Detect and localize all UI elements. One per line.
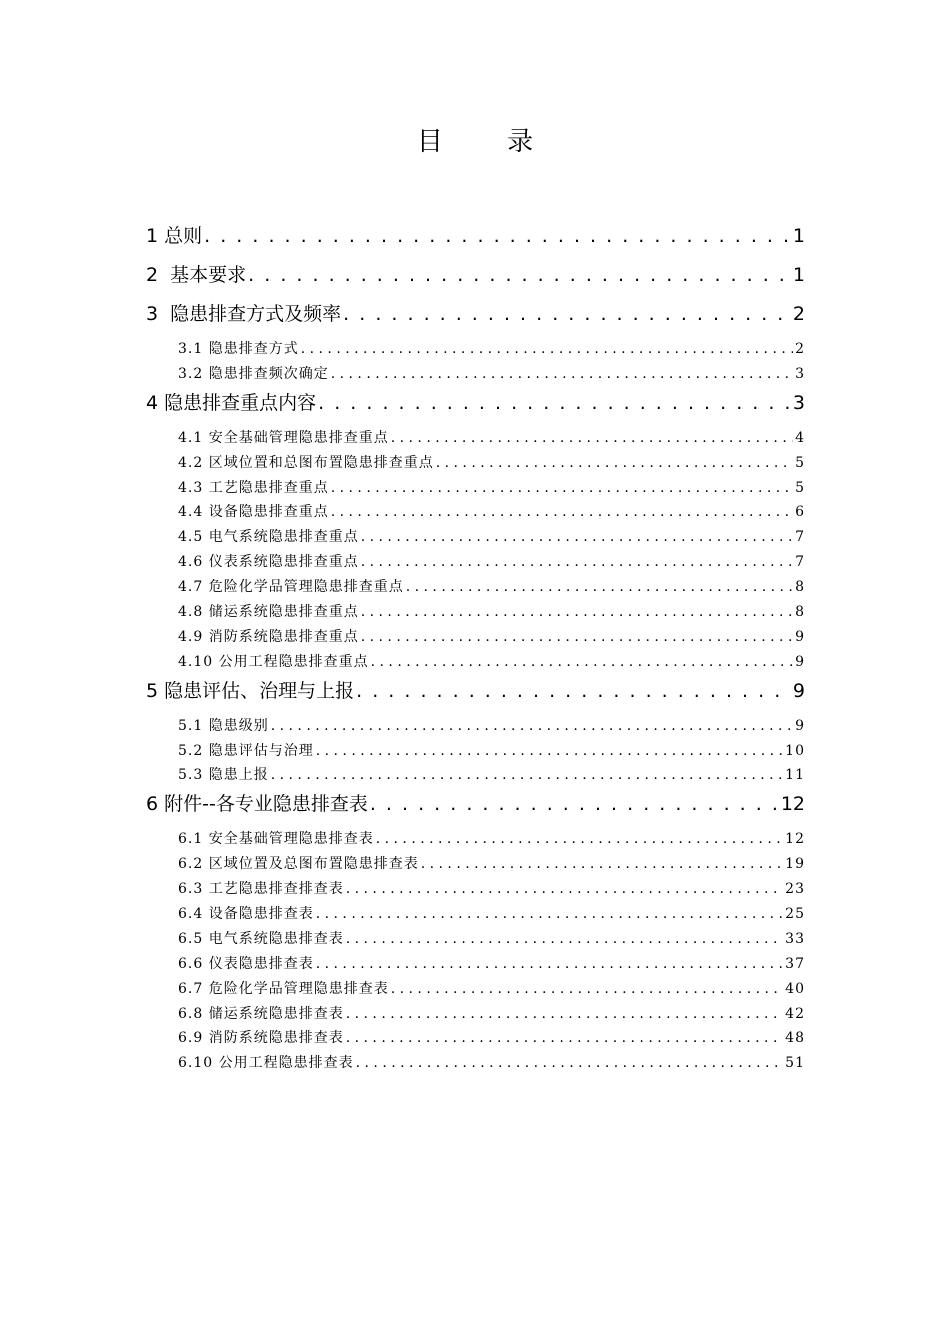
toc-entry-label: 4.4 设备隐患排查重点 xyxy=(178,504,329,521)
dot-leader xyxy=(331,478,793,498)
toc-list xyxy=(0,222,950,1078)
dot-leader xyxy=(248,261,791,289)
toc-entry-page: 5 xyxy=(795,454,805,471)
toc-entry-page: 11 xyxy=(785,767,805,784)
toc-subentry[interactable] xyxy=(0,552,950,577)
toc-entry-page: 7 xyxy=(795,529,805,546)
toc-entry-page: 19 xyxy=(785,856,805,873)
toc-entry-label: 4.8 储运系统隐患排查重点 xyxy=(178,604,359,621)
toc-entry-page: 42 xyxy=(785,1005,805,1022)
dot-leader xyxy=(376,829,783,849)
toc-subentry[interactable] xyxy=(0,829,950,854)
toc-entry-page: 48 xyxy=(785,1030,805,1047)
toc-entry-page: 9 xyxy=(795,653,805,670)
toc-subentry[interactable] xyxy=(0,765,950,790)
toc-entry-label: 6.3 工艺隐患排查排查表 xyxy=(178,881,344,898)
toc-entry-page: 40 xyxy=(785,980,805,997)
toc-entry-label: 5.1 隐患级别 xyxy=(178,717,269,734)
toc-subentry[interactable] xyxy=(0,428,950,453)
toc-entry-label: 3 隐患排查方式及频率 xyxy=(146,303,342,325)
toc-entry-page: 9 xyxy=(795,628,805,645)
toc-entry-label: 5.3 隐患上报 xyxy=(178,767,269,784)
dot-leader xyxy=(316,741,783,761)
toc-entry-label: 6.10 公用工程隐患排查表 xyxy=(178,1055,354,1072)
toc-subentry[interactable] xyxy=(0,1004,950,1029)
dot-leader xyxy=(346,1004,783,1024)
toc-entry-page: 23 xyxy=(785,881,805,898)
toc-subentry[interactable] xyxy=(0,1053,950,1078)
dot-leader xyxy=(361,627,793,647)
dot-leader xyxy=(346,1028,783,1048)
toc-subentry[interactable] xyxy=(0,929,950,954)
toc-entry-label: 4.7 危险化学品管理隐患排查重点 xyxy=(178,579,404,596)
toc-subentry[interactable] xyxy=(0,1028,950,1053)
dot-leader xyxy=(391,979,783,999)
toc-subentry[interactable] xyxy=(0,453,950,478)
dot-leader xyxy=(436,453,793,473)
toc-subentry[interactable] xyxy=(0,954,950,979)
dot-leader xyxy=(371,652,793,672)
dot-leader xyxy=(361,602,793,622)
toc-entry-label: 2 基本要求 xyxy=(146,264,247,286)
dot-leader xyxy=(391,428,793,448)
toc-entry-label: 3.1 隐患排查方式 xyxy=(178,341,299,357)
toc-entry-page: 6 xyxy=(795,504,805,521)
toc-entry-label: 3.2 隐患排查频次确定 xyxy=(178,365,329,382)
toc-subentry[interactable] xyxy=(0,339,950,364)
toc-entry-page: 37 xyxy=(785,955,805,972)
toc-entry[interactable] xyxy=(0,261,950,300)
toc-entry-label: 6.4 设备隐患排查表 xyxy=(178,906,314,923)
dot-leader xyxy=(370,790,779,818)
toc-entry[interactable] xyxy=(0,677,950,716)
toc-entry-label: 6.1 安全基础管理隐患排查表 xyxy=(178,831,374,848)
dot-leader xyxy=(361,552,793,572)
toc-entry-page: 2 xyxy=(795,341,805,357)
dot-leader xyxy=(331,502,793,522)
toc-subentry[interactable] xyxy=(0,716,950,741)
dot-leader xyxy=(301,339,793,359)
toc-entry-page: 25 xyxy=(785,906,805,923)
toc-subentry[interactable] xyxy=(0,502,950,527)
toc-entry-label: 4.10 公用工程隐患排查重点 xyxy=(178,653,369,670)
dot-leader xyxy=(406,577,793,597)
toc-entry-page: 4 xyxy=(795,429,805,446)
toc-subentry[interactable] xyxy=(0,364,950,389)
toc-entry-page: 12 xyxy=(785,831,805,848)
toc-subentry[interactable] xyxy=(0,879,950,904)
toc-entry-label: 4.6 仪表系统隐患排查重点 xyxy=(178,554,359,571)
dot-leader xyxy=(331,364,793,384)
dot-leader xyxy=(316,904,783,924)
dot-leader xyxy=(346,879,783,899)
toc-entry-page: 9 xyxy=(795,717,805,734)
toc-subentry[interactable] xyxy=(0,652,950,677)
toc-entry-page: 7 xyxy=(795,554,805,571)
dot-leader xyxy=(316,954,783,974)
dot-leader xyxy=(271,765,783,785)
toc-entry-page: 3 xyxy=(795,365,805,382)
dot-leader xyxy=(271,716,793,736)
toc-entry[interactable] xyxy=(0,790,950,829)
toc-subentry[interactable] xyxy=(0,904,950,929)
toc-entry-page: 1 xyxy=(792,225,805,247)
toc-entry-label: 6 附件--各专业隐患排查表 xyxy=(146,793,368,816)
toc-entry-page: 10 xyxy=(785,742,805,759)
toc-entry-label: 5.2 隐患评估与治理 xyxy=(178,742,314,759)
toc-subentry[interactable] xyxy=(0,741,950,766)
toc-entry-page: 9 xyxy=(792,679,805,702)
toc-subentry[interactable] xyxy=(0,979,950,1004)
toc-subentry[interactable] xyxy=(0,577,950,602)
toc-entry-page: 8 xyxy=(795,579,805,596)
toc-subentry[interactable] xyxy=(0,854,950,879)
dot-leader xyxy=(343,300,791,328)
toc-entry-label: 6.8 储运系统隐患排查表 xyxy=(178,1005,344,1022)
toc-subentry[interactable] xyxy=(0,527,950,552)
toc-entry-page: 8 xyxy=(795,604,805,621)
toc-entry-label: 6.6 仪表隐患排查表 xyxy=(178,955,314,972)
dot-leader xyxy=(318,389,791,417)
toc-entry-label: 6.2 区域位置及总图布置隐患排查表 xyxy=(178,856,419,873)
toc-subentry[interactable] xyxy=(0,478,950,503)
dot-leader xyxy=(346,929,783,949)
dot-leader xyxy=(204,222,791,250)
toc-entry-label: 4.3 工艺隐患排查重点 xyxy=(178,479,329,496)
dot-leader xyxy=(361,527,793,547)
toc-entry-page: 51 xyxy=(785,1055,805,1072)
toc-entry-label: 4 隐患排查重点内容 xyxy=(146,391,317,414)
toc-entry[interactable] xyxy=(0,222,950,261)
toc-title: 目 录 xyxy=(416,127,562,157)
toc-entry-label: 6.7 危险化学品管理隐患排查表 xyxy=(178,980,389,997)
toc-entry[interactable] xyxy=(0,389,950,428)
toc-entry-label: 6.9 消防系统隐患排查表 xyxy=(178,1030,344,1047)
toc-entry-page: 2 xyxy=(792,303,805,325)
toc-subentry[interactable] xyxy=(0,602,950,627)
toc-entry-label: 4.2 区域位置和总图布置隐患排查重点 xyxy=(178,454,434,471)
toc-entry-label: 1 总则 xyxy=(146,225,203,247)
toc-entry-page: 1 xyxy=(792,264,805,286)
toc-entry-page: 12 xyxy=(780,793,805,816)
dot-leader xyxy=(421,854,783,874)
toc-entry-label: 4.5 电气系统隐患排查重点 xyxy=(178,529,359,546)
dot-leader xyxy=(356,1053,784,1073)
toc-entry-label: 4.1 安全基础管理隐患排查重点 xyxy=(178,429,389,446)
dot-leader xyxy=(356,677,791,705)
toc-entry[interactable] xyxy=(0,300,950,339)
toc-entry-label: 6.5 电气系统隐患排查表 xyxy=(178,930,344,947)
toc-entry-label: 5 隐患评估、治理与上报 xyxy=(146,679,355,702)
toc-entry-label: 4.9 消防系统隐患排查重点 xyxy=(178,628,359,645)
toc-entry-page: 33 xyxy=(785,930,805,947)
toc-subentry[interactable] xyxy=(0,627,950,652)
toc-entry-page: 5 xyxy=(795,479,805,496)
toc-entry-page: 3 xyxy=(792,391,805,414)
